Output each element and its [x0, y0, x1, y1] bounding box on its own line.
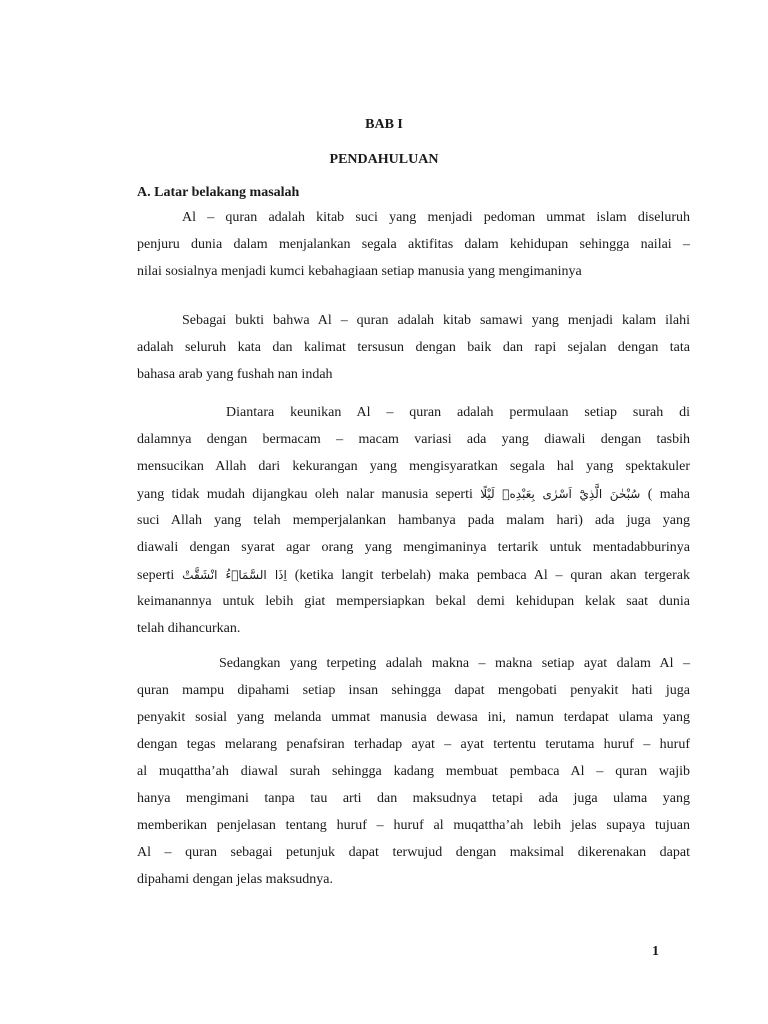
text-segment: ( maha	[647, 487, 691, 502]
text-line: penyakit sosial yang melanda ummat manusia dewasa ini, namun terdapat ulama yang	[137, 710, 690, 725]
text-line: telah dihancurkan.	[137, 621, 241, 636]
text-line: memberikan penjelasan tentang huruf – huruf al muqattha’ah lebih jelas supaya tujuan	[137, 818, 690, 833]
section-heading: A. Latar belakang masalah	[137, 185, 300, 200]
text-line: mensucikan Allah dari kekurangan yang mengisyaratkan segala hal yang spektakuler	[137, 459, 690, 474]
text-line: adalah seluruh kata dan kalimat tersusun dengan baik dan rapi sejalan dengan tata	[137, 340, 690, 355]
text-line: penjuru dunia dalam menjalankan segala aktifitas dalam kehidupan sehingga nailai –	[137, 237, 690, 252]
page-number: 1	[652, 944, 659, 959]
text-line: nilai sosialnya menjadi kumci kebahagiaan setiap manusia yang mengimaninya	[137, 264, 582, 279]
text-segment: (ketika langit terbelah) maka pembaca Al – quran akan tergerak	[294, 568, 690, 583]
text-line: dengan tegas melarang penafsiran terhadap ayat – ayat tertentu terutama huruf – huruf	[137, 737, 690, 752]
arabic-verse: اِذَا السَّمَاۤءُ انْشَقَّتْ	[182, 568, 287, 582]
text-line: bahasa arab yang fushah nan indah	[137, 367, 333, 382]
text-line: hanya mengimani tanpa tau arti dan maksudnya tetapi ada juga ulama yang	[137, 791, 690, 806]
text-line: Al – quran sebagai petunjuk dapat terwujud dengan maksimal dikerenakan dapat	[137, 845, 690, 860]
text-line	[137, 485, 690, 504]
text-line: quran mampu dipahami setiap insan sehingga dapat mengobati penyakit hati juga	[137, 683, 690, 698]
text-line: keimanannya untuk lebih giat mempersiapkan bekal demi kehidupan kelak saat dunia	[137, 594, 690, 609]
text-line: suci Allah yang telah memperjalankan hambanya pada malam hari) ada juga yang	[137, 513, 690, 528]
chapter-title: PENDAHULUAN	[329, 152, 439, 167]
text-line: Sebagai bukti bahwa Al – quran adalah kitab samawi yang menjadi kalam ilahi	[182, 313, 690, 328]
text-segment: seperti	[137, 568, 175, 583]
text-line: dalamnya dengan bermacam – macam variasi ada yang diawali dengan tasbih	[137, 432, 690, 447]
text-line: diawali dengan syarat agar orang yang mengimaninya tertarik untuk mentadabburinya	[137, 540, 690, 555]
text-line: Diantara keunikan Al – quran adalah permulaan setiap surah di	[226, 405, 690, 420]
text-segment: yang tidak mudah dijangkau oleh nalar manusia seperti	[137, 487, 473, 502]
text-line: Sedangkan yang terpeting adalah makna – makna setiap ayat dalam Al –	[219, 656, 690, 671]
text-line: dipahami dengan jelas maksudnya.	[137, 872, 333, 887]
arabic-verse: سُبْحٰنَ الَّذِيْٓ اَسْرٰى بِعَبْدِهٖ لَيْلًا	[480, 487, 641, 501]
text-line: al muqattha’ah diawal surah sehingga kadang membuat pembaca Al – quran wajib	[137, 764, 690, 779]
text-line: Al – quran adalah kitab suci yang menjadi pedoman ummat islam diseluruh	[182, 210, 690, 225]
text-line	[137, 566, 690, 585]
chapter-heading: BAB I	[365, 117, 403, 132]
